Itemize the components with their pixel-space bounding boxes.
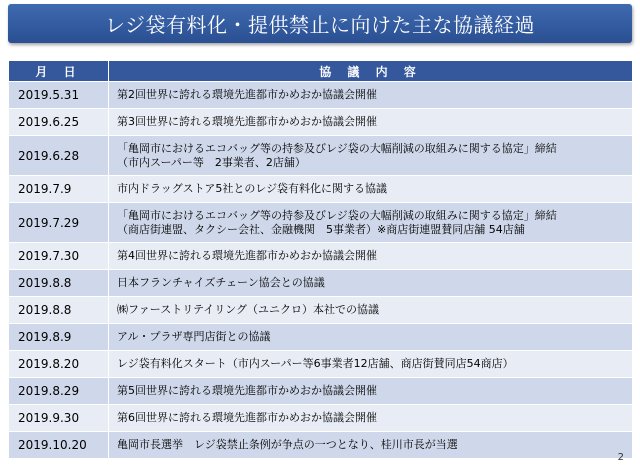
row-date: 2019.5.31: [9, 82, 109, 109]
row-content-line: レジ袋有料化スタート（市内スーパー等6事業者12店舗、商店街賛同店54商店）: [117, 357, 514, 370]
row-content: [109, 82, 633, 109]
row-content-line: 第6回世界に誇れる環境先進都市かめおか協議会開催: [117, 411, 377, 424]
table-row: [9, 405, 633, 432]
row-date: 2019.7.30: [9, 243, 109, 270]
row-content: [109, 136, 633, 176]
row-content: [109, 109, 633, 136]
row-date: 2019.8.9: [9, 324, 109, 351]
row-date: 2019.8.20: [9, 351, 109, 378]
header-content: 協 議 内 容: [109, 61, 633, 82]
row-content-line: （市内スーパー等 2事業者、2店舗）: [117, 155, 306, 169]
row-content: [109, 270, 633, 297]
table-row: [9, 109, 633, 136]
table-row: [9, 243, 633, 270]
row-content: [109, 243, 633, 270]
page-number: 2: [617, 452, 624, 463]
table-row: [9, 351, 633, 378]
row-content-line: 亀岡市長選挙 レジ袋禁止条例が争点の一つとなり、桂川市長が当選: [117, 438, 458, 451]
table-row: [9, 203, 633, 243]
row-content-line: 第4回世界に誇れる環境先進都市かめおか協議会開催: [117, 249, 377, 262]
consultation-table: [8, 60, 633, 459]
row-date: 2019.8.8: [9, 270, 109, 297]
row-content-line: 第2回世界に誇れる環境先進都市かめおか協議会開催: [117, 88, 377, 101]
row-date: 2019.8.8: [9, 297, 109, 324]
table-row: [9, 82, 633, 109]
row-date: 2019.6.28: [9, 136, 109, 176]
row-date: 2019.9.30: [9, 405, 109, 432]
row-content-line: ㈱ファーストリテイリング（ユニクロ）本社での協議: [117, 303, 380, 316]
row-content-line: （商店街連盟、タクシー会社、金融機関 5事業者）※商店街連盟賛同店舗 54店舗: [117, 222, 525, 236]
row-content: [109, 203, 633, 243]
row-content-line: アル・プラザ専門店街との協議: [117, 330, 271, 343]
row-content-line: 日本フランチャイズチェーン協会との協議: [117, 276, 325, 289]
table-row: [9, 270, 633, 297]
row-content: [109, 176, 633, 203]
page-title: レジ袋有料化・提供禁止に向けた主な協議経過: [105, 13, 535, 37]
row-date: 2019.8.29: [9, 378, 109, 405]
row-date: 2019.7.29: [9, 203, 109, 243]
table-row: [9, 176, 633, 203]
row-content-line: 第5回世界に誇れる環境先進都市かめおか協議会開催: [117, 384, 377, 397]
table-row: [9, 136, 633, 176]
table-row: [9, 324, 633, 351]
row-date: 2019.10.20: [9, 432, 109, 459]
row-content-line: 市内ドラッグストア5社とのレジ袋有料化に関する協議: [117, 182, 388, 195]
header-date: 月 日: [9, 61, 109, 82]
row-content-line: 「亀岡市におけるエコバッグ等の持参及びレジ袋の大幅削減の取組みに関する協定」締結: [117, 141, 557, 155]
table-row: [9, 378, 633, 405]
table-header-row: [9, 61, 633, 82]
row-content: [109, 405, 633, 432]
row-content: [109, 297, 633, 324]
row-content-line: 「亀岡市におけるエコバッグ等の持参及びレジ袋の大幅削減の取組みに関する協定」締結: [117, 208, 557, 222]
row-content: [109, 324, 633, 351]
table-row: [9, 432, 633, 459]
row-content: [109, 351, 633, 378]
row-date: 2019.6.25: [9, 109, 109, 136]
row-content-line: 第3回世界に誇れる環境先進都市かめおか協議会開催: [117, 115, 377, 128]
table-row: [9, 297, 633, 324]
title-bar: [8, 4, 632, 43]
row-content: [109, 378, 633, 405]
row-date: 2019.7.9: [9, 176, 109, 203]
row-content: [109, 432, 633, 459]
